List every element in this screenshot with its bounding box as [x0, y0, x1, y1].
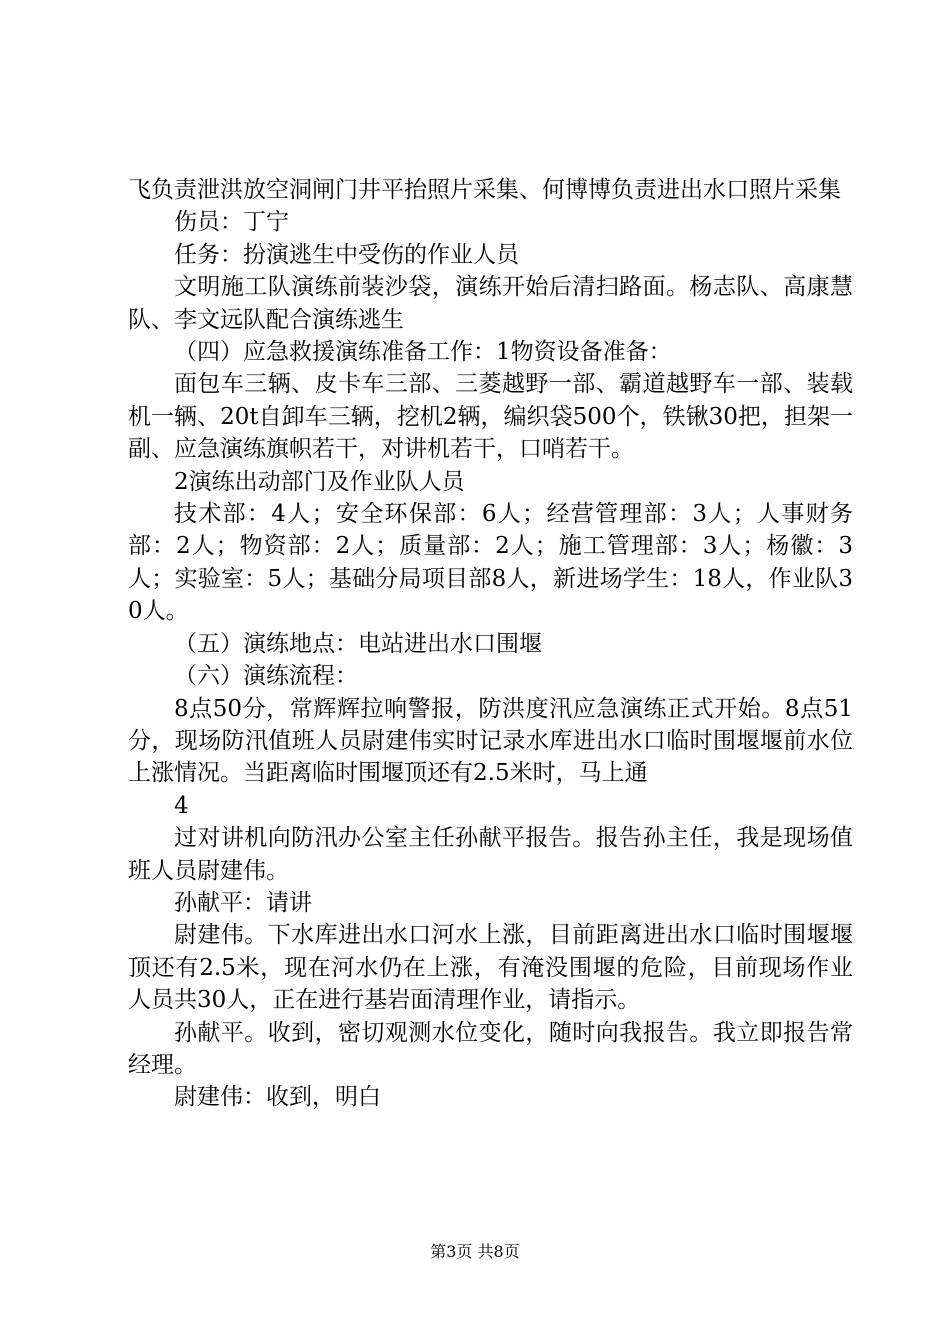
paragraph-10: （六）演练流程：	[174, 663, 358, 690]
paragraph-11: 8点50分，常辉辉拉响警报，防洪度汛应急演练正式开始。8点51分，现场防汛值班人员尉建伟实时记录水库进出水口临时围堰堰前水位上涨情况。当距离临时围堰顶还有2.5米时，马上通	[128, 695, 853, 787]
paragraph-13: 孙献平：请讲	[174, 889, 312, 916]
paragraph-7: 2演练出动部门及作业队人员	[174, 468, 465, 495]
paragraph-8: 技术部：4人；安全环保部：6人；经营管理部：3人；人事财务部：2人；物资部：2人；质量部：2人；施工管理部：3人；杨徽：3人；实验室：5人；基础分局项目部8人，新进场学生：18人，作业队30人。	[128, 501, 853, 625]
paragraph-12: 过对讲机向防汛办公室主任孙献平报告。报告孙主任，我是现场值班人员尉建伟。	[128, 825, 853, 884]
paragraph-2: 伤员：丁宁	[174, 209, 289, 236]
paragraph-9: （五）演练地点：电站进出水口围堰	[174, 630, 542, 657]
page-footer: 第3页 共8页	[430, 1242, 520, 1261]
paragraph-1: 飞负责泄洪放空洞闸门井平抬照片采集、何博博负责进出水口照片采集	[128, 177, 841, 203]
paragraph-3: 任务：扮演逃生中受伤的作业人员	[174, 241, 519, 268]
paragraph-6: 面包车三辆、皮卡车三部、三菱越野一部、霸道越野车一部、装载机一辆、20t自卸车三辆，挖机2辆，编织袋500个，铁锹30把，担架一副、应急演练旗帜若干，对讲机若干，口哨若干。	[128, 371, 853, 463]
inline-page-number: 4	[174, 792, 189, 819]
paragraph-5: （四）应急救援演练准备工作：1物资设备准备：	[174, 339, 672, 366]
paragraph-4: 文明施工队演练前装沙袋，演练开始后清扫路面。杨志队、高康慧队、李文远队配合演练逃生	[128, 274, 853, 333]
paragraph-15: 孙献平。收到，密切观测水位变化，随时向我报告。我立即报告常经理。	[128, 1019, 853, 1078]
document-body	[128, 174, 853, 1114]
paragraph-16: 尉建伟：收到，明白	[174, 1084, 381, 1111]
paragraph-14: 尉建伟。下水库进出水口河水上涨，目前距离进出水口临时围堰堰顶还有2.5米，现在河水仍在上涨，有淹没围堰的危险，目前现场作业人员共30人，正在进行基岩面清理作业，请指示。	[128, 922, 853, 1014]
